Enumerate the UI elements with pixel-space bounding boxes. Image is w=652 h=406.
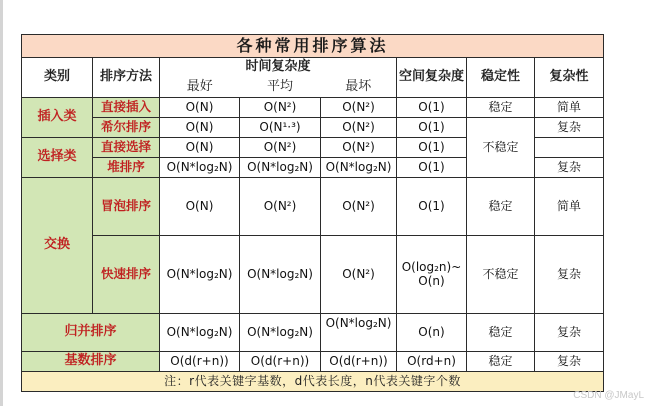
header-method: 排序方法	[93, 58, 160, 98]
cell-worst: O(N*log₂N)	[321, 158, 397, 178]
cell-worst: O(N²)	[321, 236, 397, 314]
cell-average: O(N*log₂N)	[240, 236, 321, 314]
table-footnote: 注：r代表关键字基数，d代表长度，n代表关键字个数	[22, 372, 604, 392]
header-complexity: 复杂性	[535, 58, 604, 98]
cell-complexity: 复杂	[535, 158, 604, 178]
cell-space: O(1)	[397, 98, 467, 118]
cell-worst: O(N²)	[321, 178, 397, 236]
cell-complexity: 复杂	[535, 236, 604, 314]
method-heap-sort: 堆排序	[93, 158, 160, 178]
cell-space	[397, 236, 467, 314]
cell-worst: O(N²)	[321, 138, 397, 158]
table-title: 各种常用排序算法	[22, 35, 604, 58]
cell-best: O(N)	[160, 178, 240, 236]
method-quick-sort: 快速排序	[93, 236, 160, 314]
cell-space: O(1)	[397, 118, 467, 138]
cell-complexity: 简单	[535, 98, 604, 118]
watermark: CSDN @JMayL	[573, 390, 644, 401]
cell-complexity: 复杂	[535, 314, 604, 352]
cell-best: O(d(r+n))	[160, 352, 240, 372]
category-radix-sort: 基数排序	[22, 352, 160, 372]
cell-complexity	[535, 138, 604, 158]
cell-average: O(d(r+n))	[240, 352, 321, 372]
cell-best: O(N*log₂N)	[160, 314, 240, 352]
space-quick-sort: O(log₂n)~O(n)	[401, 259, 462, 288]
cell-complexity: 复杂	[535, 118, 604, 138]
header-stability: 稳定性	[467, 58, 535, 98]
cell-best: O(N*log₂N)	[160, 158, 240, 178]
cell-average: O(N²)	[240, 98, 321, 118]
cell-average: O(N*log₂N)	[240, 314, 321, 352]
cell-average: O(N²)	[240, 178, 321, 236]
method-shell-sort: 希尔排序	[93, 118, 160, 138]
category-selection: 选择类	[22, 138, 93, 178]
cell-best: O(N)	[160, 138, 240, 158]
sorting-algorithms-table	[21, 34, 604, 392]
cell-stability: 稳定	[467, 178, 535, 236]
cell-space: O(1)	[397, 138, 467, 158]
category-merge-sort: 归并排序	[22, 314, 160, 352]
cell-best: O(N*log₂N)	[160, 236, 240, 314]
cell-complexity: 复杂	[535, 352, 604, 372]
cell-worst: O(d(r+n))	[321, 352, 397, 372]
cell-stability: 稳定	[467, 98, 535, 118]
header-space-complexity: 空间复杂度	[397, 58, 467, 98]
header-average: 平均	[240, 78, 321, 98]
cell-average: O(N¹·³)	[240, 118, 321, 138]
header-worst: 最坏	[321, 78, 397, 98]
method-straight-insertion: 直接插入	[93, 98, 160, 118]
category-exchange: 交换	[22, 178, 93, 314]
cell-space: O(1)	[397, 178, 467, 236]
cell-worst: O(N*log₂N)	[321, 314, 397, 352]
cell-average: O(N²)	[240, 138, 321, 158]
category-insertion: 插入类	[22, 98, 93, 138]
cell-stability: 稳定	[467, 314, 535, 352]
method-straight-selection: 直接选择	[93, 138, 160, 158]
left-border-bar	[0, 0, 3, 406]
cell-stability: 不稳定	[467, 118, 535, 178]
cell-stability: 不稳定	[467, 236, 535, 314]
cell-worst: O(N²)	[321, 98, 397, 118]
cell-complexity: 简单	[535, 178, 604, 236]
header-best: 最好	[160, 78, 240, 98]
method-bubble-sort: 冒泡排序	[93, 178, 160, 236]
header-time-complexity: 时间复杂度	[160, 58, 397, 78]
cell-best: O(N)	[160, 98, 240, 118]
cell-best: O(N)	[160, 118, 240, 138]
cell-space: O(rd+n)	[397, 352, 467, 372]
cell-space: O(n)	[397, 314, 467, 352]
header-category: 类别	[22, 58, 93, 98]
cell-space: O(1)	[397, 158, 467, 178]
cell-stability: 稳定	[467, 352, 535, 372]
cell-worst: O(N²)	[321, 118, 397, 138]
cell-average: O(N*log₂N)	[240, 158, 321, 178]
